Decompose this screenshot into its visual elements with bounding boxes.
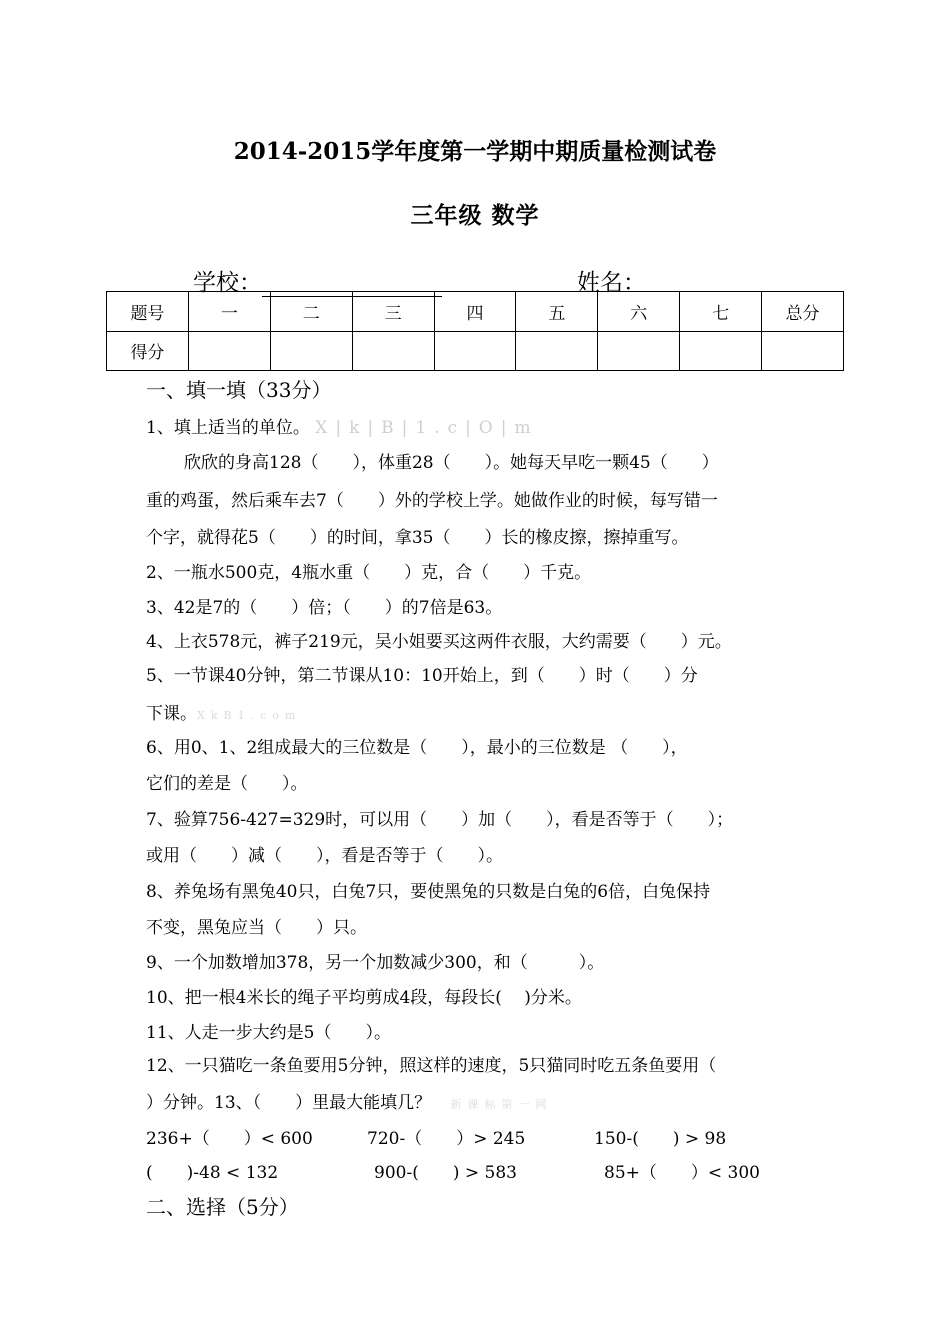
question-8-line-1: 8、养兔场有黑兔40只，白兔7只，要使黑兔的只数是白兔的6倍，白兔保持 <box>146 882 711 902</box>
page-title: 2014-2015学年度第一学期中期质量检测试卷 <box>233 138 717 165</box>
question-3: 3、42是7的（ ）倍；（ ）的7倍是63。 <box>146 598 503 618</box>
header-cell: 二 <box>270 292 352 332</box>
question-2: 2、一瓶水500克，4瓶水重（ ）克，合（ ）千克。 <box>146 563 592 583</box>
question-5-line-2-text: 下课。 <box>146 704 197 724</box>
score-cell <box>352 331 434 371</box>
question-12-line-2 <box>146 1088 553 1113</box>
question-6-line-2: 它们的差是（ ）。 <box>146 774 308 794</box>
header-cell: 六 <box>598 292 680 332</box>
question-11: 11、人走一步大约是5（ ）。 <box>146 1023 391 1043</box>
page-subtitle: 三年级 数学 <box>410 202 540 229</box>
compare-item: 85+（ ）< 300 <box>604 1163 760 1183</box>
score-cell <box>188 331 270 371</box>
score-cell <box>680 331 762 371</box>
score-row <box>107 331 844 371</box>
name-label: 姓名： <box>577 270 646 296</box>
score-cell <box>270 331 352 371</box>
question-1-line-3: 个字，就得花5（ ）的时间，拿35（ ）长的橡皮擦，擦掉重写。 <box>146 528 689 548</box>
section2-heading: 二、选择（5分） <box>146 1195 299 1219</box>
header-cell: 五 <box>516 292 598 332</box>
compare-item: ( )-48 < 132 <box>146 1163 279 1183</box>
score-cell <box>516 331 598 371</box>
watermark-text: XkB1.com <box>197 709 302 722</box>
score-table <box>106 291 844 371</box>
question-6-line-1: 6、用0、1、2组成最大的三位数是（ ），最小的三位数是 （ ）， <box>146 738 688 758</box>
question-7-line-1: 7、验算756-427=329时，可以用（ ）加（ ），看是否等于（ ）； <box>146 810 734 830</box>
header-cell: 一 <box>188 292 270 332</box>
header-cell: 三 <box>352 292 434 332</box>
watermark-text: X|k|B|1.c|O|m <box>315 418 539 438</box>
question-9: 9、一个加数增加378，另一个加数减少300，和（ ）。 <box>146 953 605 973</box>
score-label-cell: 得分 <box>107 331 189 371</box>
question-12-line-2-text: ）分钟。13、（ ）里最大能填几？ <box>146 1093 432 1113</box>
score-cell <box>762 331 844 371</box>
compare-item: 720-（ ）> 245 <box>367 1129 526 1149</box>
school-label: 学校： <box>193 270 262 296</box>
header-cell: 四 <box>434 292 516 332</box>
section1-heading: 一、填一填（33分） <box>146 378 332 402</box>
question-7-line-2: 或用（ ）减（ ），看是否等于（ ）。 <box>146 846 503 866</box>
question-1 <box>146 413 539 438</box>
question-1-line-2: 重的鸡蛋，然后乘车去7（ ）外的学校上学。她做作业的时候，每写错一 <box>146 491 718 511</box>
question-5-line-2 <box>146 699 301 724</box>
question-1-text: 1、填上适当的单位。 <box>146 418 310 438</box>
header-cell: 总分 <box>762 292 844 332</box>
question-8-line-2: 不变，黑兔应当（ ）只。 <box>146 918 367 938</box>
question-4: 4、上衣578元，裤子219元，吴小姐要买这两件衣服，大约需要（ ）元。 <box>146 632 732 652</box>
question-5-line-1: 5、一节课40分钟，第二节课从10：10开始上，到（ ）时（ ）分 <box>146 666 698 686</box>
header-cell: 七 <box>680 292 762 332</box>
question-1-line-1: 欣欣的身高128（ ），体重28（ ）。她每天早吃一颗45（ ） <box>184 453 719 473</box>
compare-item: 900-( ) > 583 <box>374 1163 517 1183</box>
compare-item: 150-( ) > 98 <box>594 1129 727 1149</box>
compare-item: 236+（ ）< 600 <box>146 1129 313 1149</box>
score-cell <box>598 331 680 371</box>
question-10: 10、把一根4米长的绳子平均剪成4段，每段长( )分米。 <box>146 988 582 1008</box>
question-12-line-1: 12、一只猫吃一条鱼要用5分钟，照这样的速度，5只猫同时吃五条鱼要用（ <box>146 1056 717 1076</box>
watermark-text: 新课标第一网 <box>450 1098 553 1111</box>
score-header-row <box>107 292 844 332</box>
score-cell <box>434 331 516 371</box>
header-cell: 题号 <box>107 292 189 332</box>
